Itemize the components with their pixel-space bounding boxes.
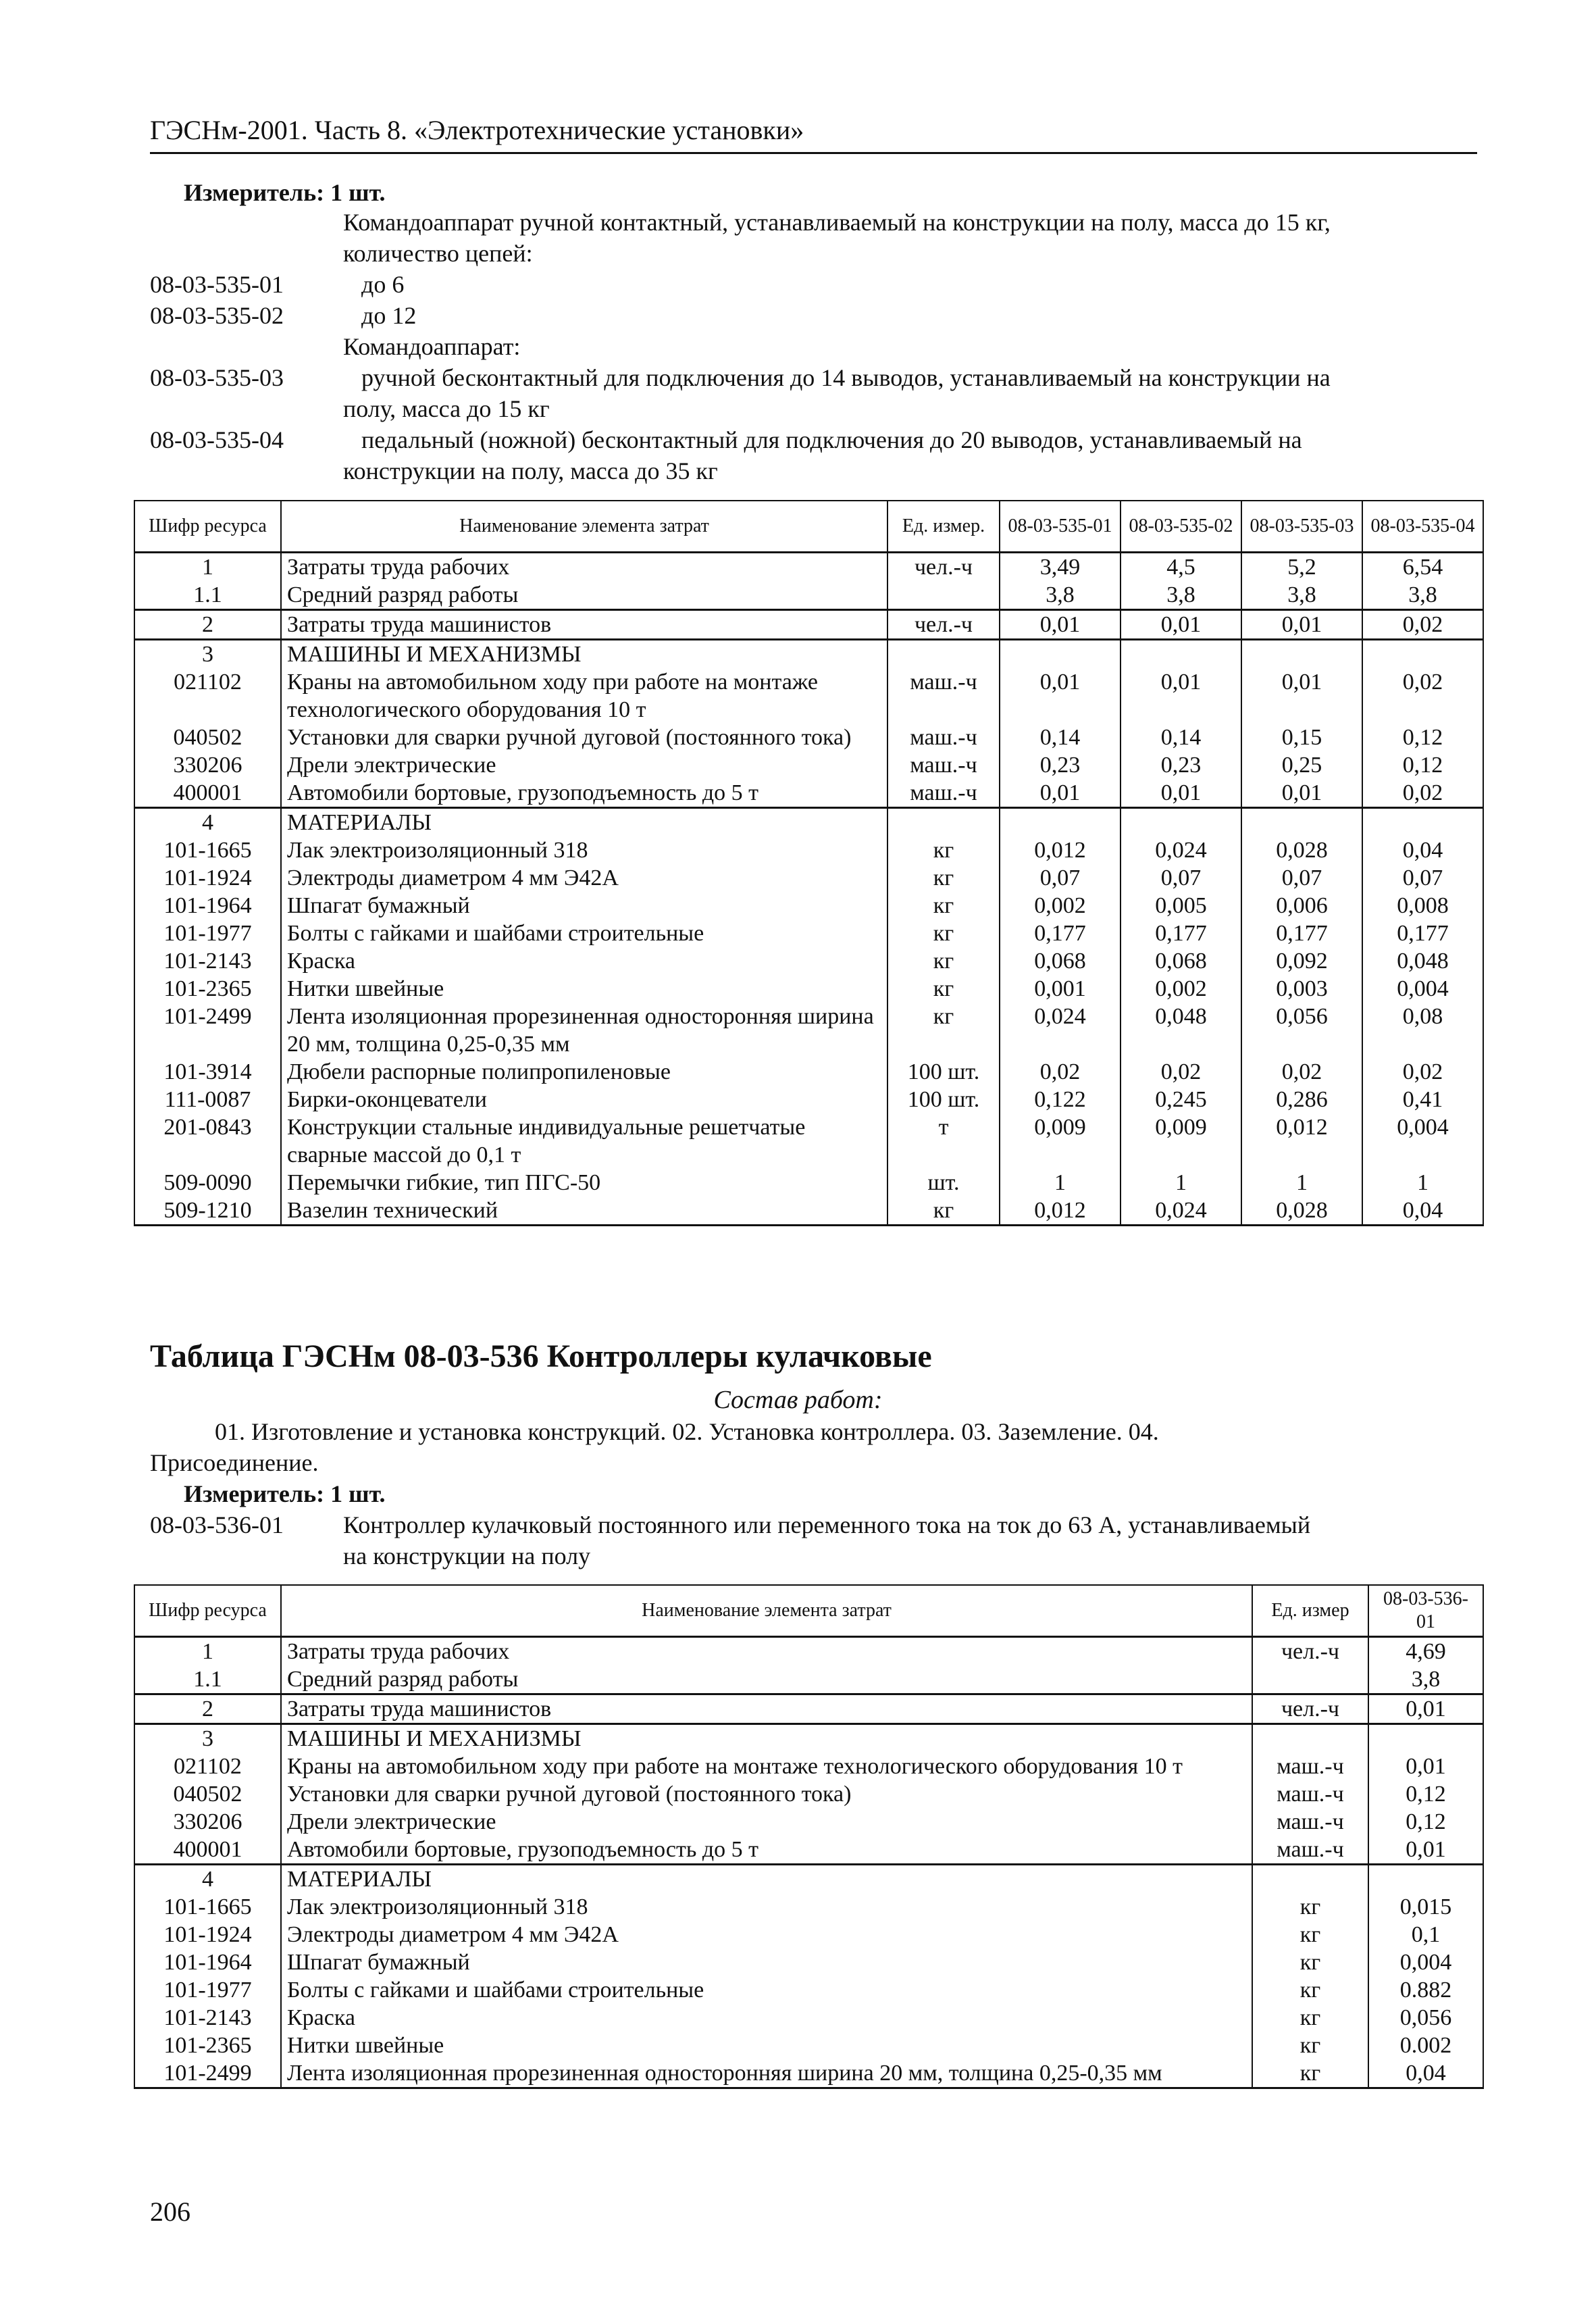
table-row (134, 751, 1483, 779)
table-row (134, 1003, 1483, 1058)
cell-norm-value: 0,01 (1241, 779, 1362, 808)
cell-cost-element: Затраты труда машинистов (281, 1694, 1252, 1724)
cell-norm-value: 1 (1362, 1169, 1483, 1197)
cell-unit (887, 807, 1000, 836)
intro-line-3: Командоаппарат: (343, 333, 521, 360)
cell-norm-value: 3,8 (1241, 581, 1362, 610)
table-row (134, 1893, 1483, 1921)
cell-norm-value: 0,12 (1362, 724, 1483, 751)
cell-norm-value: 0,02 (1121, 1058, 1241, 1086)
table-row (134, 1058, 1483, 1086)
cell-norm-value: 0,01 (1241, 609, 1362, 639)
cell-norm-value: 0,177 (1000, 920, 1121, 947)
cell-unit: маш.-ч (1252, 1808, 1368, 1836)
table-row (134, 836, 1483, 864)
cell-unit: маш.-ч (887, 724, 1000, 751)
cell-norm-value: 6,54 (1362, 552, 1483, 581)
meter-label-535: Измеритель: 1 шт. (184, 179, 386, 206)
cell-resource-code: 1.1 (134, 1665, 281, 1694)
cell-norm-value: 0,092 (1241, 947, 1362, 975)
cell-unit: кг (887, 920, 1000, 947)
table-row (134, 1113, 1483, 1169)
cell-norm-value: 1 (1121, 1169, 1241, 1197)
cell-resource-code: 1.1 (134, 581, 281, 610)
cell-unit: маш.-ч (1252, 1780, 1368, 1808)
cell-unit: кг (887, 1197, 1000, 1226)
cell-norm-value: 0,122 (1000, 1086, 1121, 1113)
cell-cost-element: Лак электроизоляционный 318 (281, 1893, 1252, 1921)
col-header-name: Наименование элемента затрат (281, 501, 887, 552)
cell-resource-code: 400001 (134, 1836, 281, 1865)
item-desc: ручной бесконтактный для подключения до 14 выводов, устанавливаемый на конструкции на (361, 364, 1331, 391)
cell-norm-value: 0,048 (1121, 1003, 1241, 1058)
cell-unit: кг (1252, 2059, 1368, 2088)
cell-resource-code: 101-1977 (134, 920, 281, 947)
cell-norm-value: 0,01 (1368, 1836, 1483, 1865)
cell-cost-element: Болты с гайками и шайбами строительные (281, 1976, 1252, 2004)
cell-norm-value: 0,286 (1241, 1086, 1362, 1113)
table-row (134, 724, 1483, 751)
cell-norm-value: 0,02 (1000, 1058, 1121, 1086)
cell-norm-value: 0,01 (1121, 668, 1241, 724)
cell-cost-element: Шпагат бумажный (281, 1948, 1252, 1976)
cell-cost-element: Шпагат бумажный (281, 892, 887, 920)
cell-norm-value: 0,056 (1241, 1003, 1362, 1058)
table-row (134, 1694, 1483, 1724)
cell-unit: чел.-ч (1252, 1636, 1368, 1665)
item-code: 08-03-536-01 (150, 1511, 284, 1538)
cell-unit: маш.-ч (1252, 1836, 1368, 1865)
cell-norm-value: 0.002 (1368, 2032, 1483, 2059)
cell-unit: кг (887, 975, 1000, 1003)
item-desc: педальный (ножной) бесконтактный для подключения до 20 выводов, устанавливаемый на (361, 426, 1302, 453)
cell-norm-value: 1 (1000, 1169, 1121, 1197)
cell-unit: кг (1252, 1948, 1368, 1976)
cell-unit: кг (1252, 2004, 1368, 2032)
item-desc: до 6 (361, 271, 405, 298)
cell-cost-element: Установки для сварки ручной дуговой (постоянного тока) (281, 1780, 1252, 1808)
table-row (134, 807, 1483, 836)
work-composition-heading: Состав работ: (713, 1386, 883, 1414)
table-row (134, 1665, 1483, 1694)
cell-cost-element: Лента изоляционная прорезиненная односторонняя ширина 20 мм, толщина 0,25-0,35 мм (281, 1003, 887, 1058)
table-row (134, 1169, 1483, 1197)
cell-cost-element: Краны на автомобильном ходу при работе на монтаже технологического оборудования 10 т (281, 1753, 1252, 1780)
cell-norm-value: 0,068 (1121, 947, 1241, 975)
cell-norm-value: 4,69 (1368, 1636, 1483, 1665)
cell-norm-value (1121, 639, 1241, 668)
intro-line-2: количество цепей: (343, 240, 533, 267)
cell-unit: 100 шт. (887, 1058, 1000, 1086)
cell-norm-value: 0,04 (1368, 2059, 1483, 2088)
item-code: 08-03-535-01 (150, 271, 284, 298)
cell-resource-code: 330206 (134, 1808, 281, 1836)
item-desc-cont: полу, масса до 15 кг (343, 395, 550, 422)
work-composition-line-2: Присоединение. (150, 1449, 319, 1476)
cell-resource-code: 101-2365 (134, 975, 281, 1003)
cell-unit: маш.-ч (1252, 1753, 1368, 1780)
cell-cost-element: Перемычки гибкие, тип ПГС-50 (281, 1169, 887, 1197)
cell-norm-value: 0,004 (1362, 1113, 1483, 1169)
cell-unit: маш.-ч (887, 751, 1000, 779)
table-row (134, 779, 1483, 808)
cell-norm-value (1362, 639, 1483, 668)
cell-unit: кг (1252, 1893, 1368, 1921)
table-row (134, 2004, 1483, 2032)
cell-resource-code: 101-1977 (134, 1976, 281, 2004)
cell-cost-element: Лак электроизоляционный 318 (281, 836, 887, 864)
cell-resource-code: 101-2365 (134, 2032, 281, 2059)
cell-norm-value (1368, 1724, 1483, 1753)
cell-norm-value (1368, 1864, 1483, 1893)
cell-norm-value: 0,028 (1241, 1197, 1362, 1226)
cell-norm-value: 0,12 (1368, 1780, 1483, 1808)
col-header-unit: Ед. измер. (887, 501, 1000, 552)
col-header-norm: 08-03-535-01 (1000, 501, 1121, 552)
cell-norm-value (1362, 807, 1483, 836)
cell-cost-element: Лента изоляционная прорезиненная односторонняя ширина 20 мм, толщина 0,25-0,35 мм (281, 2059, 1252, 2088)
cell-resource-code: 4 (134, 1864, 281, 1893)
col-header-name: Наименование элемента затрат (281, 1585, 1252, 1636)
cell-resource-code: 101-2499 (134, 2059, 281, 2088)
cell-unit: т (887, 1113, 1000, 1169)
cell-unit: кг (1252, 1921, 1368, 1948)
cell-unit (1252, 1665, 1368, 1694)
cell-norm-value: 0,14 (1121, 724, 1241, 751)
item-code: 08-03-535-04 (150, 426, 284, 453)
cell-resource-code: 040502 (134, 1780, 281, 1808)
col-header-norm: 08-03-536-01 (1368, 1585, 1483, 1636)
cell-norm-value (1241, 807, 1362, 836)
cell-norm-value: 0,056 (1368, 2004, 1483, 2032)
cell-norm-value (1000, 639, 1121, 668)
cell-resource-code: 101-2143 (134, 2004, 281, 2032)
cell-norm-value: 0,12 (1368, 1808, 1483, 1836)
table-row (134, 1976, 1483, 2004)
cell-cost-element: Краска (281, 947, 887, 975)
cell-norm-value: 0,04 (1362, 836, 1483, 864)
cell-norm-value: 0,024 (1121, 836, 1241, 864)
col-header-code: Шифр ресурса (134, 1585, 281, 1636)
cell-unit (1252, 1864, 1368, 1893)
table-row (134, 920, 1483, 947)
cell-cost-element: Дюбели распорные полипропиленовые (281, 1058, 887, 1086)
cell-resource-code: 1 (134, 1636, 281, 1665)
cell-norm-value: 0,009 (1000, 1113, 1121, 1169)
table-row (134, 1921, 1483, 1948)
table-row (134, 2032, 1483, 2059)
cell-norm-value: 3,8 (1362, 581, 1483, 610)
cell-cost-element: Дрели электрические (281, 1808, 1252, 1836)
cell-norm-value: 0,01 (1000, 779, 1121, 808)
cell-cost-element: Средний разряд работы (281, 1665, 1252, 1694)
cell-norm-value: 0,028 (1241, 836, 1362, 864)
cell-norm-value: 0,024 (1000, 1003, 1121, 1058)
cell-norm-value (1000, 807, 1121, 836)
table-row (134, 1724, 1483, 1753)
cell-norm-value: 0,177 (1121, 920, 1241, 947)
cell-resource-code: 021102 (134, 668, 281, 724)
table-row (134, 947, 1483, 975)
cell-resource-code: 101-1665 (134, 1893, 281, 1921)
cell-norm-value: 0,068 (1000, 947, 1121, 975)
cell-norm-value: 0,15 (1241, 724, 1362, 751)
cell-norm-value: 0,01 (1121, 779, 1241, 808)
cell-resource-code: 2 (134, 1694, 281, 1724)
cell-cost-element: МАШИНЫ И МЕХАНИЗМЫ (281, 1724, 1252, 1753)
cell-norm-value: 0,012 (1000, 1197, 1121, 1226)
cell-norm-value: 0,02 (1362, 779, 1483, 808)
table-row (134, 1086, 1483, 1113)
cell-norm-value: 0,01 (1000, 668, 1121, 724)
cell-unit: маш.-ч (887, 668, 1000, 724)
cell-cost-element: Краны на автомобильном ходу при работе на монтаже технологического оборудования 10 т (281, 668, 887, 724)
running-head: ГЭСНм-2001. Часть 8. «Электротехнические установки» (150, 111, 1477, 154)
cell-norm-value: 0,001 (1000, 975, 1121, 1003)
item-desc: до 12 (361, 302, 417, 329)
cell-cost-element: Вазелин технический (281, 1197, 887, 1226)
cell-resource-code: 101-1665 (134, 836, 281, 864)
cell-resource-code: 3 (134, 639, 281, 668)
cell-cost-element: МАТЕРИАЛЫ (281, 1864, 1252, 1893)
cell-resource-code: 101-1964 (134, 1948, 281, 1976)
cell-norm-value: 0,01 (1368, 1753, 1483, 1780)
cell-norm-value: 0,01 (1368, 1694, 1483, 1724)
cell-unit: чел.-ч (887, 552, 1000, 581)
col-header-norm: 08-03-535-02 (1121, 501, 1241, 552)
table-row (134, 1948, 1483, 1976)
cell-norm-value: 0,25 (1241, 751, 1362, 779)
item-code: 08-03-535-02 (150, 302, 284, 329)
cell-resource-code: 2 (134, 609, 281, 639)
cell-resource-code: 101-1924 (134, 1921, 281, 1948)
cell-unit: кг (887, 836, 1000, 864)
intro-line-1: Командоаппарат ручной контактный, устанавливаемый на конструкции на полу, масса до 15 кг, (343, 209, 1331, 236)
cell-norm-value: 0,003 (1241, 975, 1362, 1003)
cell-norm-value: 0,004 (1362, 975, 1483, 1003)
work-composition-line-1: 01. Изготовление и установка конструкций. 02. Установка контроллера. 03. Заземление. 04. (215, 1418, 1159, 1445)
table-row (134, 552, 1483, 581)
cell-norm-value: 3,8 (1000, 581, 1121, 610)
cell-norm-value: 0,02 (1362, 1058, 1483, 1086)
cell-norm-value: 0,01 (1121, 609, 1241, 639)
cell-resource-code: 330206 (134, 751, 281, 779)
cell-unit: кг (887, 947, 1000, 975)
cell-norm-value: 0,07 (1121, 864, 1241, 892)
cell-cost-element: Установки для сварки ручной дуговой (постоянного тока) (281, 724, 887, 751)
cell-resource-code: 201-0843 (134, 1113, 281, 1169)
cell-cost-element: МАТЕРИАЛЫ (281, 807, 887, 836)
table-title-536: Таблица ГЭСНм 08-03-536 Контроллеры кулачковые (150, 1338, 932, 1374)
cell-norm-value: 0,004 (1368, 1948, 1483, 1976)
cell-cost-element: Нитки швейные (281, 2032, 1252, 2059)
cell-unit: 100 шт. (887, 1086, 1000, 1113)
cell-norm-value: 0.882 (1368, 1976, 1483, 2004)
cell-unit (1252, 1724, 1368, 1753)
cell-cost-element: Нитки швейные (281, 975, 887, 1003)
cell-norm-value: 3,8 (1121, 581, 1241, 610)
cell-norm-value: 0,012 (1000, 836, 1121, 864)
table-row (134, 1836, 1483, 1865)
cell-norm-value: 1 (1241, 1169, 1362, 1197)
table-row (134, 1808, 1483, 1836)
cell-cost-element: Дрели электрические (281, 751, 887, 779)
cell-unit: кг (887, 892, 1000, 920)
cell-norm-value: 0,024 (1121, 1197, 1241, 1226)
cell-cost-element: Автомобили бортовые, грузоподъемность до 5 т (281, 1836, 1252, 1865)
cell-unit: маш.-ч (887, 779, 1000, 808)
cell-norm-value: 3,8 (1368, 1665, 1483, 1694)
table-row (134, 1864, 1483, 1893)
item-code: 08-03-535-03 (150, 364, 284, 391)
cell-cost-element: Затраты труда рабочих (281, 1636, 1252, 1665)
cell-resource-code: 101-1964 (134, 892, 281, 920)
cell-norm-value: 0,07 (1362, 864, 1483, 892)
meter-label-536: Измеритель: 1 шт. (184, 1480, 386, 1507)
cell-resource-code: 1 (134, 552, 281, 581)
cell-unit (887, 639, 1000, 668)
cell-resource-code: 101-2499 (134, 1003, 281, 1058)
table-row (134, 581, 1483, 610)
cell-resource-code: 111-0087 (134, 1086, 281, 1113)
cell-norm-value: 3,49 (1000, 552, 1121, 581)
resource-table-536 (134, 1584, 1484, 2089)
cell-resource-code: 509-1210 (134, 1197, 281, 1226)
cell-norm-value (1241, 639, 1362, 668)
cell-norm-value: 0,07 (1000, 864, 1121, 892)
cell-unit: шт. (887, 1169, 1000, 1197)
page-number: 206 (150, 2196, 190, 2227)
cell-norm-value: 0,048 (1362, 947, 1483, 975)
cell-cost-element: Электроды диаметром 4 мм Э42А (281, 864, 887, 892)
cell-norm-value: 0,008 (1362, 892, 1483, 920)
cell-resource-code: 509-0090 (134, 1169, 281, 1197)
cell-resource-code: 101-2143 (134, 947, 281, 975)
cell-norm-value: 0,04 (1362, 1197, 1483, 1226)
table-row (134, 975, 1483, 1003)
cell-cost-element: Затраты труда рабочих (281, 552, 887, 581)
cell-unit: кг (887, 1003, 1000, 1058)
cell-unit (887, 581, 1000, 610)
table-row (134, 864, 1483, 892)
item-desc-cont: конструкции на полу, масса до 35 кг (343, 457, 718, 484)
cell-norm-value: 0,41 (1362, 1086, 1483, 1113)
item-desc-cont: на конструкции на полу (343, 1542, 591, 1569)
cell-norm-value: 0,015 (1368, 1893, 1483, 1921)
table-row (134, 639, 1483, 668)
cell-norm-value: 0,07 (1241, 864, 1362, 892)
cell-cost-element: Затраты труда машинистов (281, 609, 887, 639)
cell-unit: кг (1252, 1976, 1368, 2004)
cell-unit: чел.-ч (887, 609, 1000, 639)
cell-norm-value: 0,177 (1362, 920, 1483, 947)
table-row (134, 609, 1483, 639)
cell-norm-value: 5,2 (1241, 552, 1362, 581)
table-row (134, 1636, 1483, 1665)
cell-norm-value: 0,177 (1241, 920, 1362, 947)
cell-norm-value: 0,14 (1000, 724, 1121, 751)
cell-norm-value: 0,009 (1121, 1113, 1241, 1169)
cell-cost-element: Средний разряд работы (281, 581, 887, 610)
cell-norm-value: 0,02 (1362, 668, 1483, 724)
item-desc: Контроллер кулачковый постоянного или переменного тока на ток до 63 А, устанавливаемый (343, 1511, 1311, 1538)
cell-resource-code: 3 (134, 1724, 281, 1753)
cell-norm-value: 0,012 (1241, 1113, 1362, 1169)
cell-unit: кг (887, 864, 1000, 892)
cell-cost-element: Электроды диаметром 4 мм Э42А (281, 1921, 1252, 1948)
cell-norm-value (1121, 807, 1241, 836)
cell-norm-value: 0,23 (1121, 751, 1241, 779)
cell-cost-element: Болты с гайками и шайбами строительные (281, 920, 887, 947)
cell-cost-element: Конструкции стальные индивидуальные решетчатые сварные массой до 0,1 т (281, 1113, 887, 1169)
cell-cost-element: Краска (281, 2004, 1252, 2032)
cell-norm-value: 0,002 (1121, 975, 1241, 1003)
resource-table-535 (134, 500, 1484, 1226)
col-header-unit: Ед. измер (1252, 1585, 1368, 1636)
cell-resource-code: 4 (134, 807, 281, 836)
cell-norm-value: 0,01 (1241, 668, 1362, 724)
cell-resource-code: 021102 (134, 1753, 281, 1780)
table-row (134, 1780, 1483, 1808)
cell-norm-value: 0,02 (1362, 609, 1483, 639)
cell-norm-value: 0,1 (1368, 1921, 1483, 1948)
cell-unit: кг (1252, 2032, 1368, 2059)
cell-norm-value: 0,245 (1121, 1086, 1241, 1113)
cell-norm-value: 0,002 (1000, 892, 1121, 920)
cell-resource-code: 400001 (134, 779, 281, 808)
cell-norm-value: 0,006 (1241, 892, 1362, 920)
table-row (134, 1197, 1483, 1226)
col-header-code: Шифр ресурса (134, 501, 281, 552)
cell-resource-code: 040502 (134, 724, 281, 751)
col-header-norm: 08-03-535-04 (1362, 501, 1483, 552)
cell-norm-value: 0,08 (1362, 1003, 1483, 1058)
cell-norm-value: 4,5 (1121, 552, 1241, 581)
cell-norm-value: 0,23 (1000, 751, 1121, 779)
table-row (134, 1753, 1483, 1780)
cell-unit: чел.-ч (1252, 1694, 1368, 1724)
cell-norm-value: 0,12 (1362, 751, 1483, 779)
cell-cost-element: МАШИНЫ И МЕХАНИЗМЫ (281, 639, 887, 668)
cell-cost-element: Автомобили бортовые, грузоподъемность до 5 т (281, 779, 887, 808)
table-row (134, 668, 1483, 724)
cell-norm-value: 0,01 (1000, 609, 1121, 639)
table-row (134, 892, 1483, 920)
cell-resource-code: 101-1924 (134, 864, 281, 892)
cell-cost-element: Бирки-оконцеватели (281, 1086, 887, 1113)
table-row (134, 2059, 1483, 2088)
cell-norm-value: 0,02 (1241, 1058, 1362, 1086)
col-header-norm: 08-03-535-03 (1241, 501, 1362, 552)
cell-norm-value: 0,005 (1121, 892, 1241, 920)
cell-resource-code: 101-3914 (134, 1058, 281, 1086)
